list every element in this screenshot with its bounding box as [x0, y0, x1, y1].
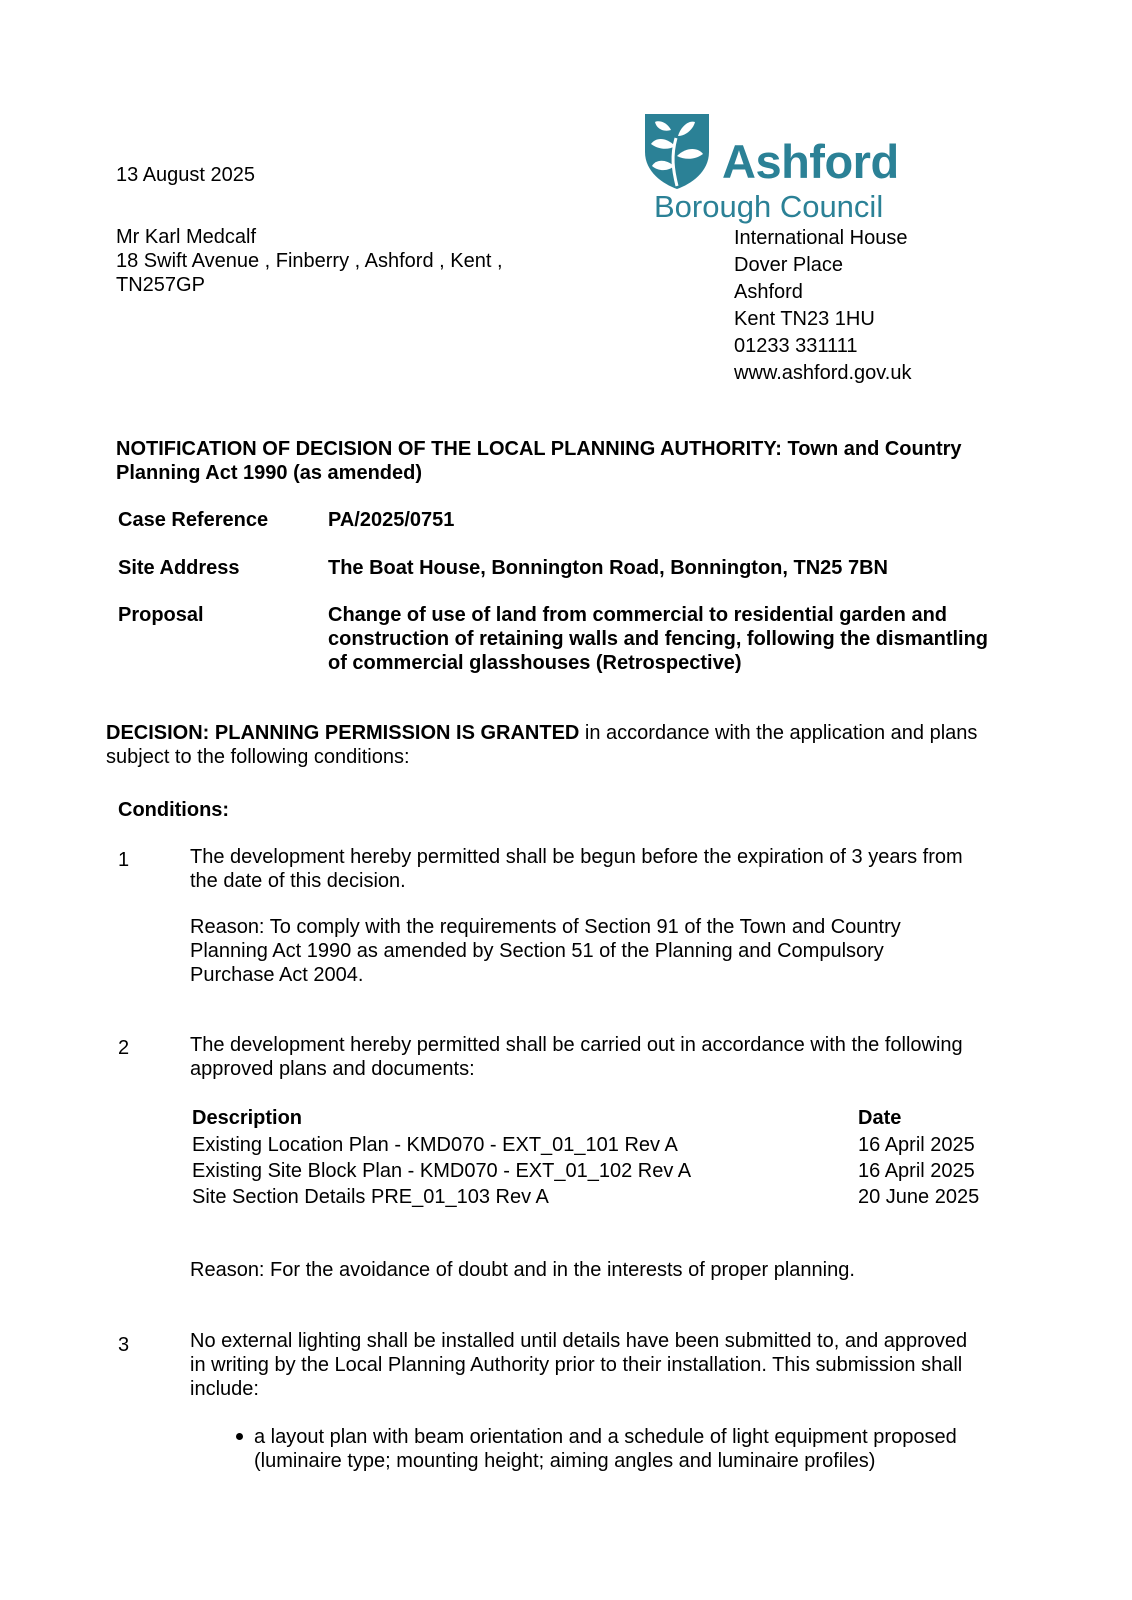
council-address-line: Ashford — [734, 281, 803, 303]
proposal-label: Proposal — [118, 604, 204, 626]
decision-line — [106, 721, 977, 745]
bullet-icon — [236, 1433, 243, 1440]
condition-line: the date of this decision. — [190, 870, 406, 892]
condition-line: The development hereby permitted shall be carried out in accordance with the following — [190, 1034, 963, 1056]
decision-bold: DECISION: PLANNING PERMISSION IS GRANTED — [106, 722, 580, 744]
case-reference-value: PA/2025/0751 — [328, 509, 455, 531]
shield-leaf-icon — [643, 112, 711, 190]
table-cell-description: Existing Site Block Plan - KMD070 - EXT_01_102 Rev A — [192, 1160, 692, 1182]
recipient-postcode: TN257GP — [116, 274, 205, 296]
council-address-line: Dover Place — [734, 254, 843, 276]
table-cell-description: Site Section Details PRE_01_103 Rev A — [192, 1186, 549, 1208]
reason-line: Reason: For the avoidance of doubt and in the interests of proper planning. — [190, 1259, 855, 1281]
condition-line: No external lighting shall be installed until details have been submitted to, and approved — [190, 1330, 968, 1352]
logo-name: Ashford — [722, 135, 899, 188]
table-header-date: Date — [858, 1107, 902, 1129]
decision-rest: in accordance with the application and plans — [579, 722, 978, 744]
decision-statement — [106, 721, 977, 769]
heading-line: NOTIFICATION OF DECISION OF THE LOCAL PLANNING AUTHORITY: Town and Country — [116, 438, 962, 460]
condition-text — [190, 1033, 963, 1081]
council-address — [734, 225, 912, 387]
decision-line: subject to the following conditions: — [106, 746, 410, 768]
proposal-value — [328, 603, 988, 675]
conditions-title: Conditions: — [118, 799, 230, 821]
heading-line: Planning Act 1990 (as amended) — [116, 462, 423, 484]
table-header-description: Description — [192, 1107, 303, 1129]
condition-line: include: — [190, 1378, 259, 1400]
condition-number: 2 — [118, 1037, 130, 1059]
recipient-name: Mr Karl Medcalf — [116, 226, 257, 248]
notification-heading — [116, 437, 962, 485]
bullet-line: (luminaire type; mounting height; aiming angles and luminaire profiles) — [254, 1450, 876, 1472]
reason-line: Planning Act 1990 as amended by Section 51 of the Planning and Compulsory — [190, 940, 884, 962]
table-cell-date: 20 June 2025 — [858, 1186, 980, 1208]
recipient-address-line: 18 Swift Avenue , Finberry , Ashford , Kent , — [116, 250, 503, 272]
condition-line: The development hereby permitted shall be begun before the expiration of 3 years from — [190, 846, 963, 868]
recipient-block — [116, 225, 503, 297]
council-address-line: Kent TN23 1HU — [734, 308, 875, 330]
table-cell-date: 16 April 2025 — [858, 1134, 975, 1156]
condition-reason — [190, 915, 901, 987]
logo-subtitle: Borough Council — [654, 189, 884, 224]
letter-date: 13 August 2025 — [116, 164, 256, 186]
council-website[interactable]: www.ashford.gov.uk — [734, 362, 912, 384]
bullet-item — [254, 1425, 957, 1473]
proposal-line: construction of retaining walls and fencing, following the dismantling — [328, 628, 989, 650]
proposal-line: of commercial glasshouses (Retrospective) — [328, 652, 742, 674]
site-address-value: The Boat House, Bonnington Road, Bonnington, TN25 7BN — [328, 557, 888, 579]
case-reference-label: Case Reference — [118, 509, 269, 531]
council-address-line: International House — [734, 227, 908, 249]
condition-text — [190, 1329, 967, 1401]
council-phone: 01233 331111 — [734, 335, 858, 357]
reason-line: Reason: To comply with the requirements of Section 91 of the Town and Country — [190, 916, 901, 938]
table-cell-description: Existing Location Plan - KMD070 - EXT_01_101 Rev A — [192, 1134, 678, 1156]
site-address-label: Site Address — [118, 557, 240, 579]
condition-number: 1 — [118, 849, 130, 871]
table-cell-date: 16 April 2025 — [858, 1160, 975, 1182]
bullet-line: a layout plan with beam orientation and a schedule of light equipment proposed — [254, 1426, 957, 1448]
proposal-line: Change of use of land from commercial to residential garden and — [328, 604, 948, 626]
condition-number: 3 — [118, 1334, 130, 1356]
reason-line: Purchase Act 2004. — [190, 964, 364, 986]
condition-text — [190, 845, 963, 893]
condition-line: approved plans and documents: — [190, 1058, 475, 1080]
condition-line: in writing by the Local Planning Authority prior to their installation. This submission shall — [190, 1354, 963, 1376]
